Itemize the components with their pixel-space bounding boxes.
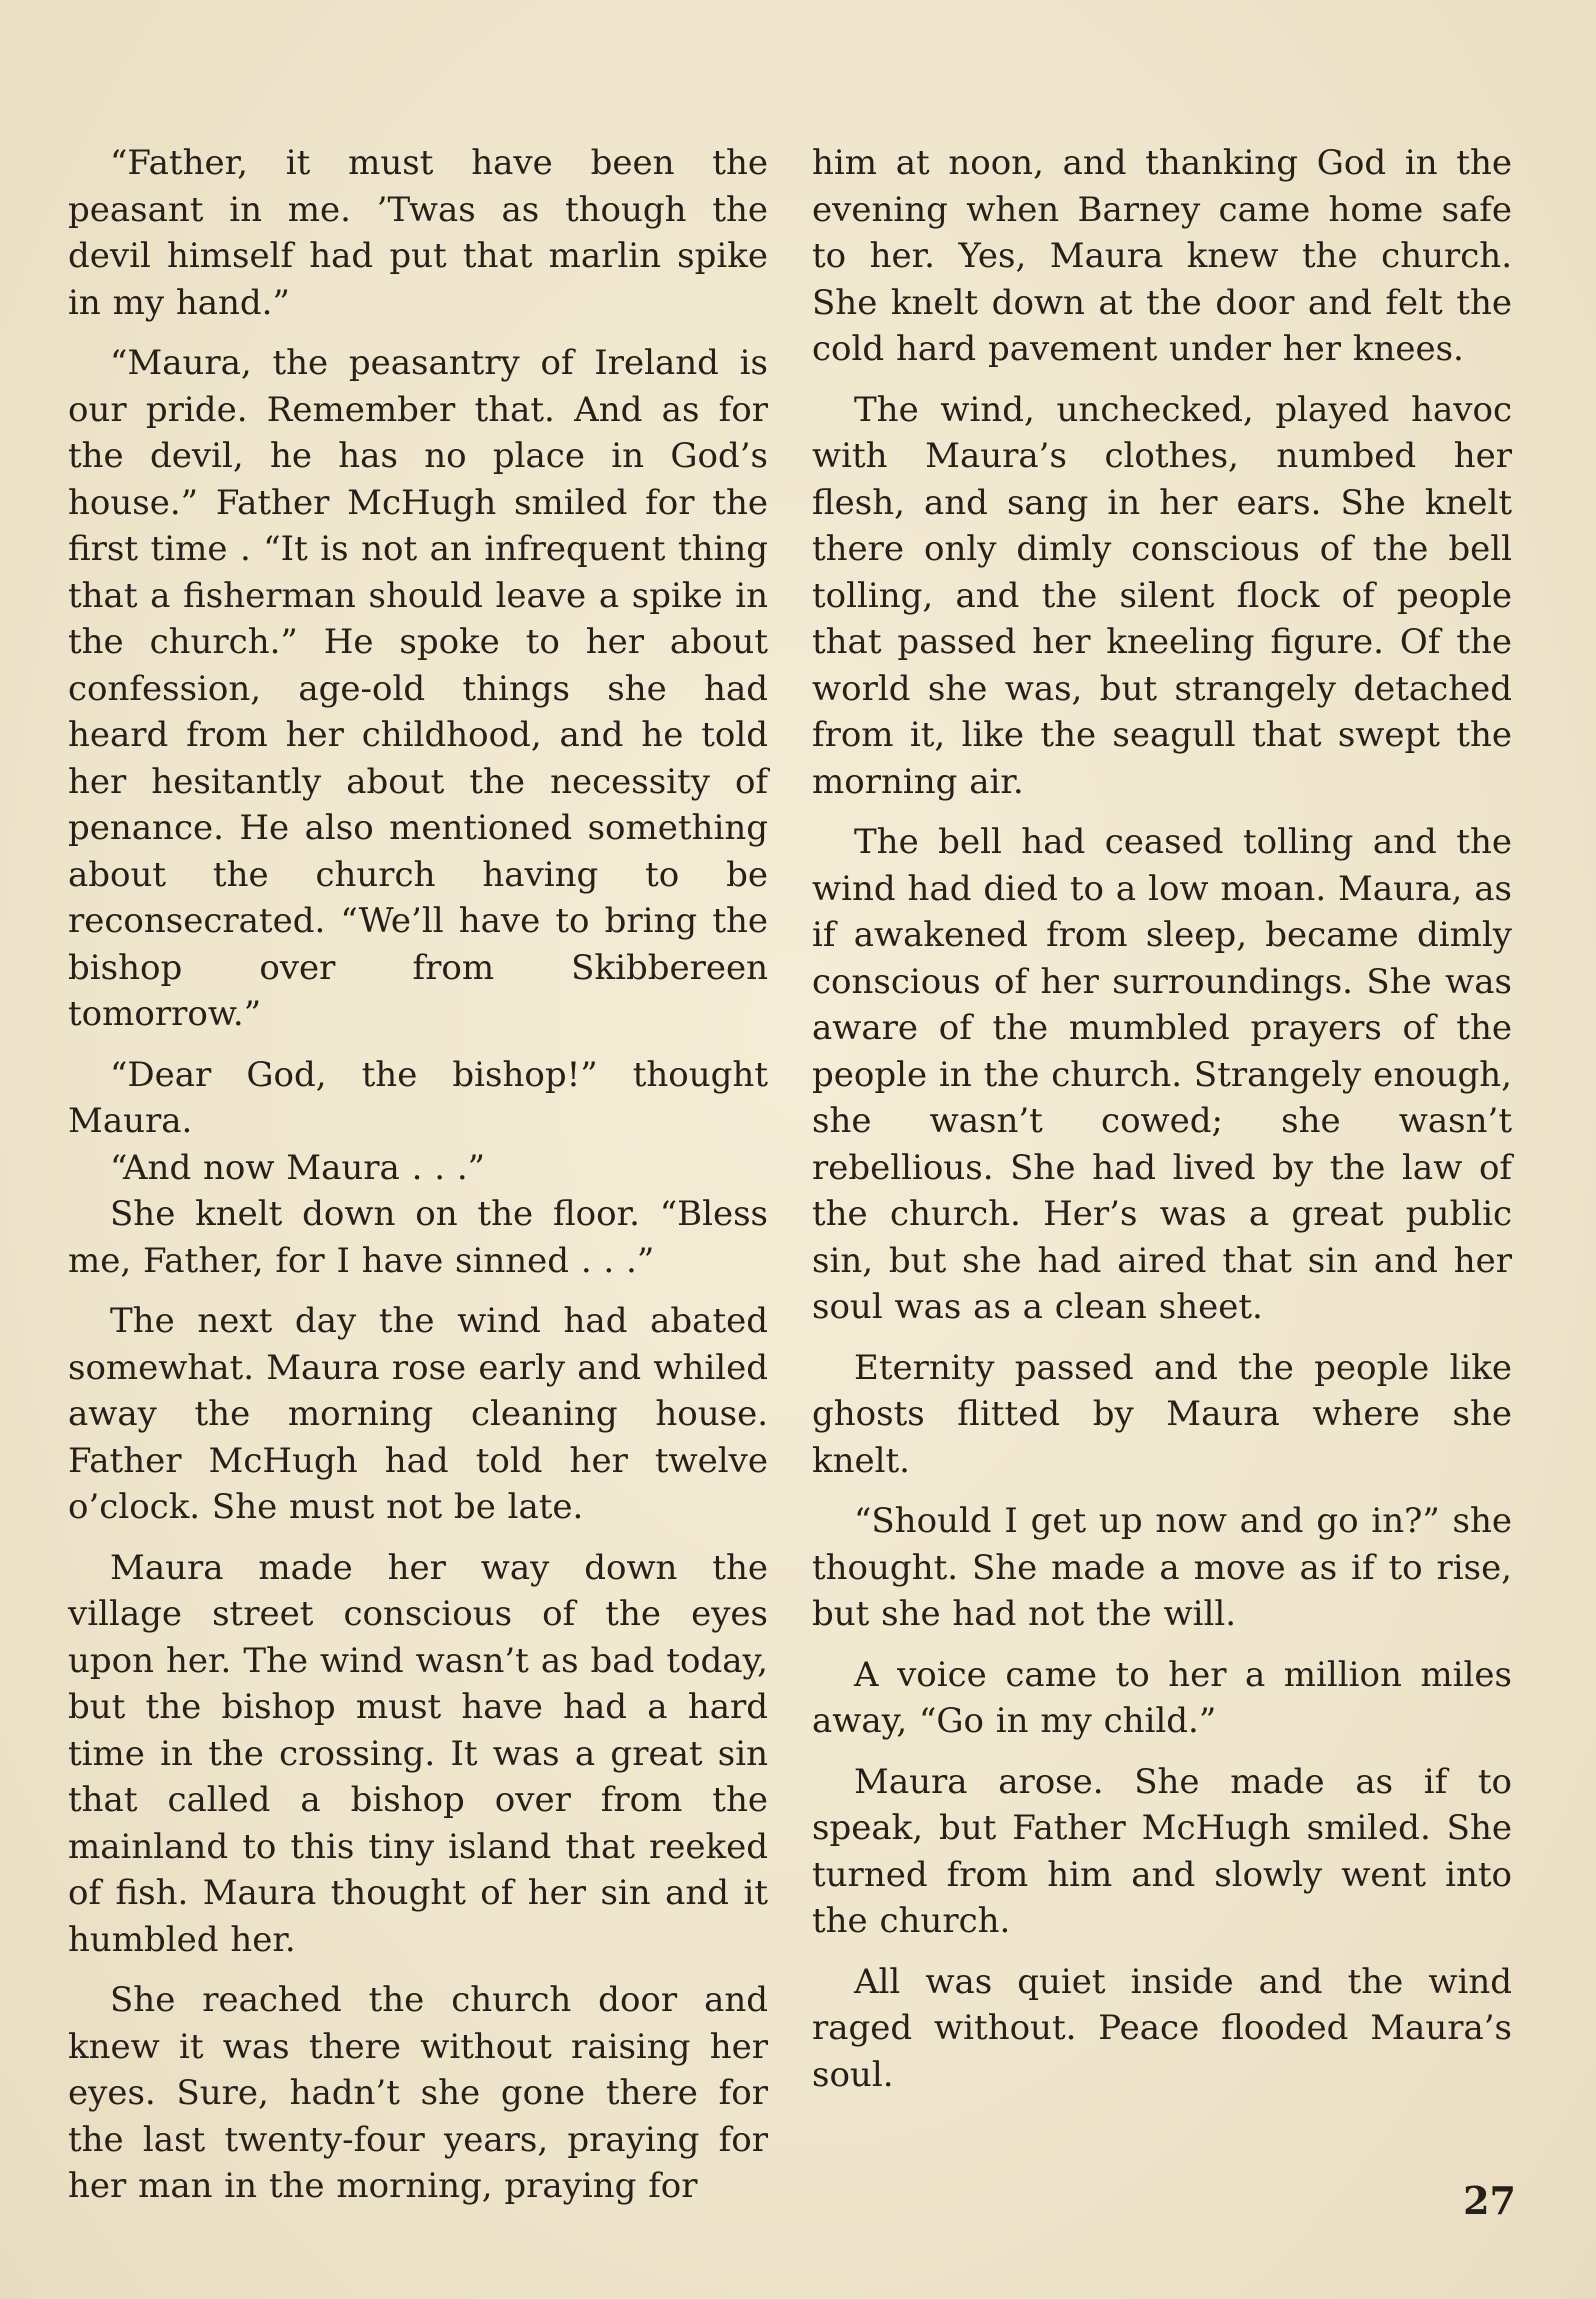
paragraph: The next day the wind had abated somewhat. Maura rose early and whiled away the morning cleaning house. Father McHugh had told her twelve o’clock. She must not be late. [68, 1301, 768, 1527]
paragraph: She reached the church door and knew it was there without raising her eyes. Sure, hadn’t she gone there for the last twenty-four years, praying for her man in the morning, praying for [68, 1980, 768, 2206]
paragraph: Eternity passed and the people like ghosts flitted by Maura where she knelt. [812, 1347, 1512, 1481]
paragraph: “Maura, the peasantry of Ireland is our pride. Remember that. And as for the devil, he has no place in God’s house.” Father McHugh smiled for the first time . “It is not an infrequent thing that a fisherman should leave a spike in the church.” He spoke to her about confession, age-old things she had heard from her childhood, and he told her hesitantly about the necessity of penance. He also mentioned something about the church having to be reconsecrated. “We’ll have to bring the bishop over from Skibbereen tomorrow.” [68, 343, 768, 1034]
paragraph: Maura arose. She made as if to speak, but Father McHugh smiled. She turned from him and slowly went into the church. [812, 1761, 1512, 1941]
paragraph: “And now Maura . . .” [110, 1147, 486, 1188]
page-number: 27 [1463, 2178, 1516, 2223]
paragraph: “Dear God, the bishop!” thought Maura. [68, 1054, 768, 1141]
paragraph: The wind, unchecked, played havoc with Maura’s clothes, numbed her flesh, and sang in her ears. She knelt there only dimly conscious of the bell tolling, and the silent flock of people that passed her kneeling figure. Of the world she was, but strangely detached from it, like the seagull that swept the morning air. [812, 389, 1512, 802]
paragraph: She knelt down on the floor. “Bless me, Father, for I have sinned . . .” [68, 1194, 768, 1281]
paragraph: All was quiet inside and the wind raged without. Peace flooded Maura’s soul. [812, 1961, 1512, 2095]
paragraph: him at noon, and thanking God in the evening when Barney came home safe to her. Yes, Maura knew the church. She knelt down at the door and felt the cold hard pavement under her knees. [812, 143, 1512, 369]
paragraph: “Father, it must have been the peasant in me. ’Twas as though the devil himself had put that marlin spike in my hand.” [68, 143, 768, 323]
paragraph: “Should I get up now and go in?” she thought. She made a move as if to rise, but she had not the will. [812, 1501, 1512, 1634]
paragraph: The bell had ceased tolling and the wind had died to a low moan. Maura, as if awakened from sleep, became dimly conscious of her surroundings. She was aware of the mumbled prayers of the people in the church. Strangely enough, she wasn’t cowed; she wasn’t rebellious. She had lived by the law of the church. Her’s was a great public sin, but she had aired that sin and her soul was as a clean sheet. [812, 822, 1512, 1327]
right-column [812, 140, 1512, 2112]
left-column [68, 140, 768, 2224]
paragraph: Maura made her way down the village street conscious of the eyes upon her. The wind wasn’t as bad today, but the bishop must have had a hard time in the crossing. It was a great sin that called a bishop over from the mainland to this tiny island that reeked of fish. Maura thought of her sin and it humbled her. [68, 1547, 768, 1960]
paragraph: A voice came to her a million miles away, “Go in my child.” [812, 1654, 1512, 1741]
